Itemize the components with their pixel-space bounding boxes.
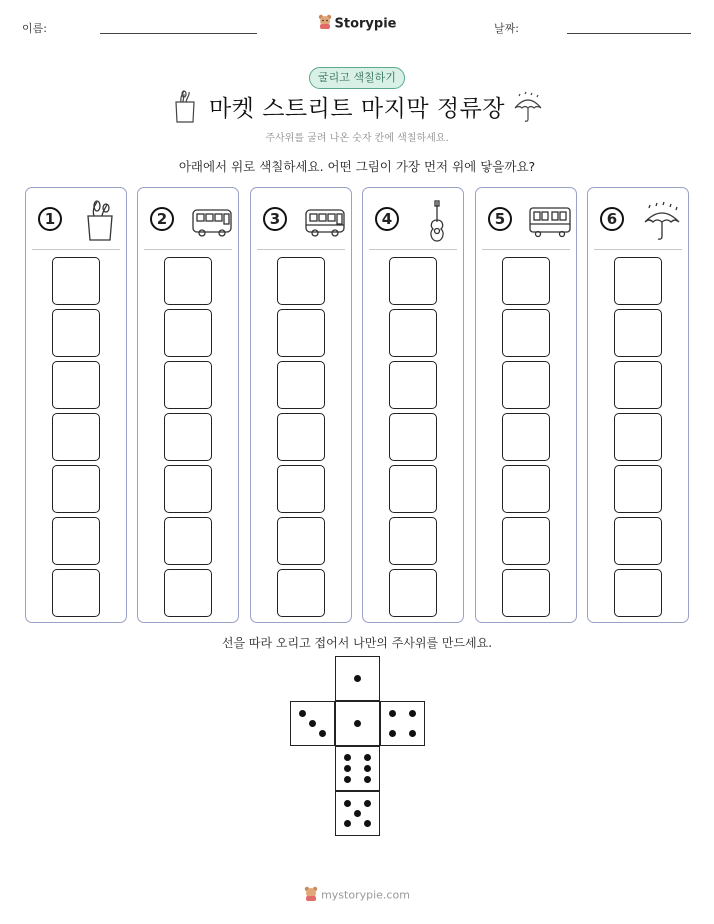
color-box[interactable] [277,569,325,617]
instruction-text: 아래에서 위로 색칠하세요. 어떤 그림이 가장 먼저 위에 닿을까요? [178,159,536,174]
color-box[interactable] [277,257,325,305]
date-label: 날짜: [494,22,519,35]
footer-url: mystorypie.com [321,888,410,902]
dice-pip [309,720,316,727]
color-box[interactable] [52,309,100,357]
color-box[interactable] [614,517,662,565]
column-3 [250,187,352,623]
color-box[interactable] [52,465,100,513]
column-5 [475,187,577,623]
color-box[interactable] [614,569,662,617]
column-header [482,188,570,250]
color-box[interactable] [164,569,212,617]
dice-pip [364,776,371,783]
color-box[interactable] [164,413,212,461]
dice-pip [389,730,396,737]
train-icon [528,200,572,242]
color-box[interactable] [164,517,212,565]
color-box[interactable] [277,517,325,565]
dice-pip [344,754,351,761]
column-header [369,188,457,250]
grocery-bag-icon [78,200,122,242]
color-box[interactable] [164,465,212,513]
color-box[interactable] [502,569,550,617]
column-number: 6 [600,207,624,231]
column-header [594,188,682,250]
color-box[interactable] [389,413,437,461]
page-title: 마켓 스트리트 마지막 정류장 [208,96,506,122]
color-box[interactable] [502,257,550,305]
bus-icon [303,200,347,242]
dice-face [335,791,380,836]
color-box[interactable] [277,413,325,461]
column-4 [362,187,464,623]
column-number: 5 [488,207,512,231]
dice-face [335,656,380,701]
color-box[interactable] [164,257,212,305]
umbrella-icon [512,90,544,124]
column-1 [25,187,127,623]
color-box[interactable] [502,517,550,565]
column-number: 4 [375,207,399,231]
footer [0,886,714,905]
column-number: 1 [38,207,62,231]
dice-pip [354,675,361,682]
color-box[interactable] [52,361,100,409]
activity-badge: 굴리고 색칠하기 [309,67,405,89]
color-box[interactable] [277,361,325,409]
color-box[interactable] [502,465,550,513]
logo [0,14,714,34]
color-box[interactable] [52,517,100,565]
dice-face [335,746,380,791]
color-box[interactable] [614,465,662,513]
color-box[interactable] [389,309,437,357]
dice-pip [344,765,351,772]
dice-pip [319,730,326,737]
bus-icon [190,200,234,242]
dice-pip [344,800,351,807]
dice-pip [364,754,371,761]
cut-instruction: 선을 따라 오리고 접어서 나만의 주사위를 만드세요. [221,636,493,650]
color-box[interactable] [52,413,100,461]
column-number: 2 [150,207,174,231]
color-box[interactable] [614,257,662,305]
name-label: 이름: [22,22,47,35]
color-box[interactable] [389,569,437,617]
color-box[interactable] [389,257,437,305]
dice-pip [364,820,371,827]
dice-pip [364,765,371,772]
column-header [144,188,232,250]
umbrella-icon [640,200,684,242]
dice-face [290,701,335,746]
color-box[interactable] [164,309,212,357]
color-box[interactable] [277,309,325,357]
dice-pip [409,730,416,737]
column-6 [587,187,689,623]
color-box[interactable] [52,569,100,617]
dice-pip [354,810,361,817]
dice-pip [344,820,351,827]
logo-text: Storypie [334,16,397,32]
dice-pip [299,710,306,717]
bear-icon [304,886,318,905]
color-box[interactable] [502,361,550,409]
dice-pip [389,710,396,717]
color-box[interactable] [502,413,550,461]
dice-pip [409,710,416,717]
color-box[interactable] [389,465,437,513]
color-box[interactable] [389,517,437,565]
column-header [32,188,120,250]
guitar-icon [415,200,459,242]
bear-icon [318,14,332,34]
color-box[interactable] [614,309,662,357]
color-box[interactable] [277,465,325,513]
dice-pip [354,720,361,727]
column-number: 3 [263,207,287,231]
page-subtitle: 주사위를 굴려 나온 숫자 칸에 색칠하세요. [265,133,449,144]
color-box[interactable] [614,361,662,409]
color-box[interactable] [502,309,550,357]
dice-face [380,701,425,746]
dice-pip [344,776,351,783]
column-header [257,188,345,250]
dice-pip [364,800,371,807]
color-box[interactable] [614,413,662,461]
color-box[interactable] [164,361,212,409]
color-box[interactable] [389,361,437,409]
dice-face [335,701,380,746]
color-box[interactable] [52,257,100,305]
column-2 [137,187,239,623]
